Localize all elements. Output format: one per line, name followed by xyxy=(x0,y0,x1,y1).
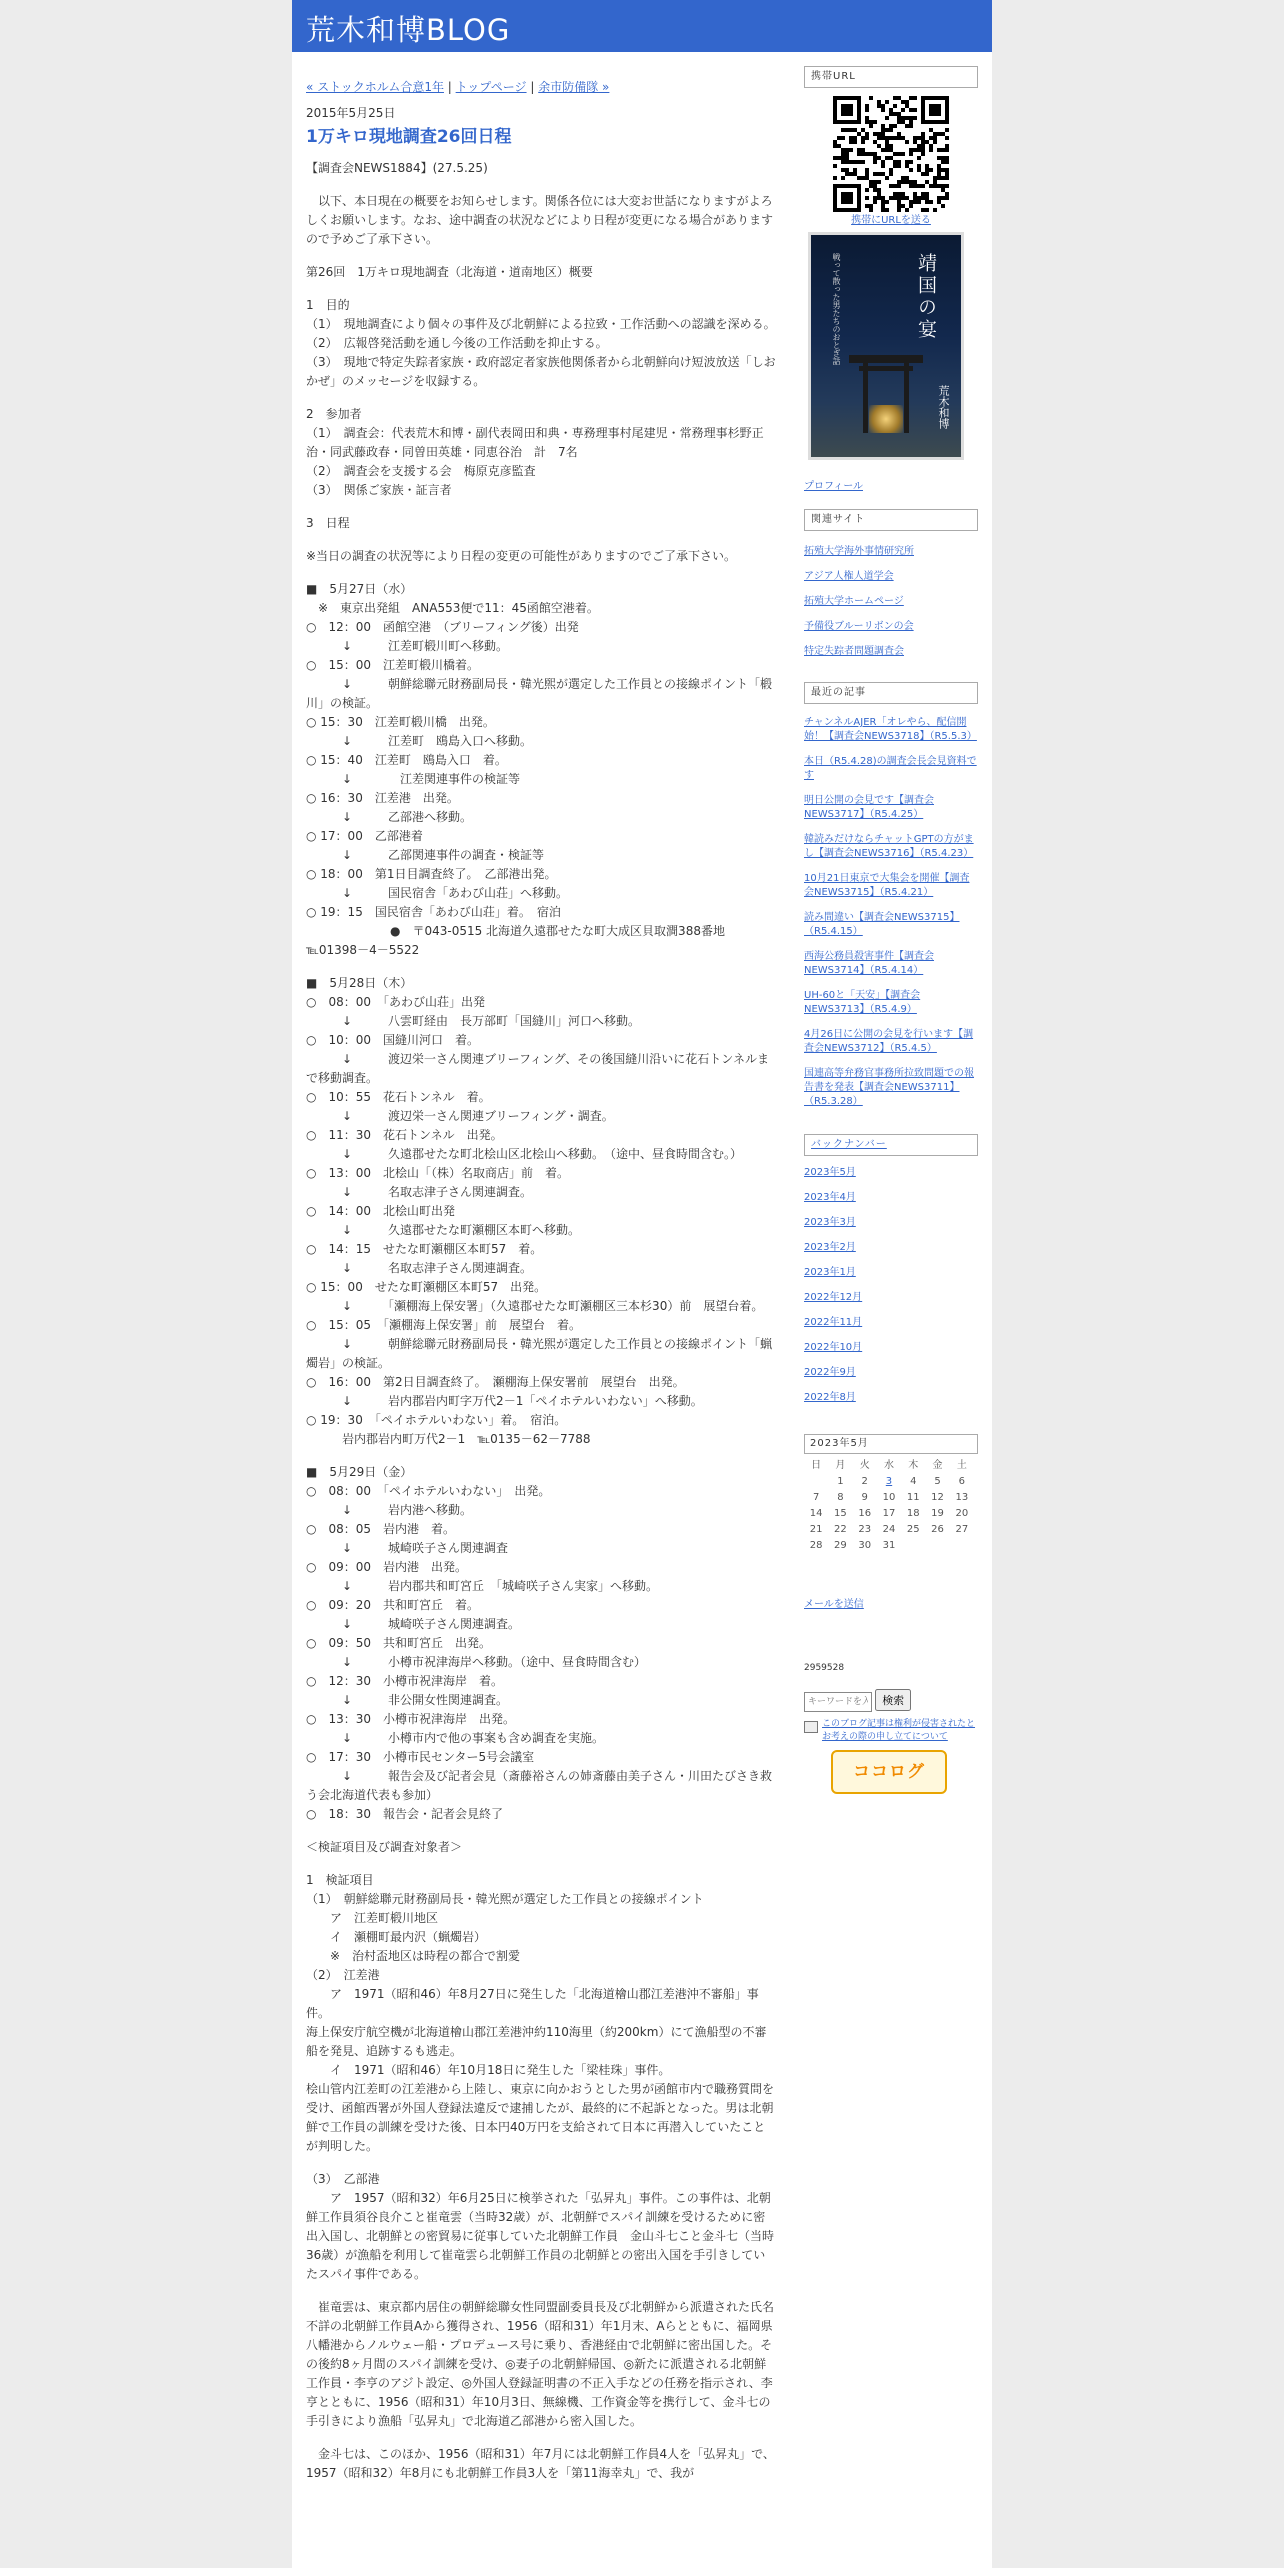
post-paragraph: 3 日程 xyxy=(306,516,350,530)
calendar-day xyxy=(804,1474,828,1490)
nav-separator: | xyxy=(443,80,456,94)
post-paragraph: 1 目的 （1） 現地調査により個々の事件及び北朝鮮による拉致・工作活動への認識を深める。 （2） 広報啓発活動を通し今後の工作活動を抑止する。 （3） 現地で特定失踪者家族・政府認定者家族他関係者から北朝鮮向け短波放送「しおかぜ」のメッセージを収録する。 xyxy=(306,298,776,388)
calendar-day[interactable]: 9 xyxy=(861,1492,868,1503)
calendar-weekday: 日 xyxy=(811,1460,822,1471)
calendar-day[interactable]: 10 xyxy=(882,1492,896,1503)
cocolog-logo[interactable] xyxy=(831,1750,947,1794)
calendar-day[interactable]: 28 xyxy=(809,1540,823,1551)
calendar-day xyxy=(925,1538,949,1554)
related-sites-list xyxy=(804,545,978,659)
calendar-day[interactable]: 14 xyxy=(809,1508,823,1519)
post-paragraph: 崔竜雲は、東京都内居住の朝鮮総聯女性同盟副委員長及び北朝鮮から派遣された氏名不詳の北朝鮮工作員Aから獲得され、1956（昭和31）年1月末、Aらとともに、福岡県八幡港からノルウェー船・プロデュース号に乗り、香港経由で北朝鮮に密出国した。その後約8ヶ月間のスパイ訓練を受け、◎妻子の北朝鮮帰国、◎新たに派遣される北朝鮮工作員・李亨のアジト設定、◎外国人登録証明書の不正入手などの任務を指示され、李亨とともに、1956（昭和31）年10月3日、無線機、工作資金等を携行して、金斗七の手引きにより漁船「弘昇丸」で北海道乙部港から密入国した。 xyxy=(306,2300,775,2428)
post-paragraph: ■ 5月27日（水） ※ 東京出発組 ANA553便で11：45函館空港着。 ○ 12：00 函館空港 （ブリーフィング後）出発 ↓ 江差町椴川町へ移動。 ○ 15：00 江差町椴川橋着。 ↓ 朝鮮総聯元財務副局長・韓光煕が選定した工作員との接線ポイント「椴川」の検証。 ○ 15：30 江差町椴川橋 出発。 ↓ 江差町 鴎島入口へ移動。 ○ 15：40 江差町 鴎島入口 着。 ↓ 江差関連事件の検証等 ○ 16：30 江差港 出発。 ↓ 乙部港へ移動。 ○ 17：00 乙部港着 ↓ 乙部関連事件の調査・検証等 ○ 18：00 第1日目調査終了。 乙部港出発。 ↓ 国民宿舎「あわび山荘」へ移動。 ○ 19：15 国民宿舎「あわび山荘」着。 宿泊 ● 〒043-0515 北海道久遠郡せたな町大成区貝取澗388番地 ℡01398－4－5522 xyxy=(306,582,773,957)
calendar-day[interactable]: 8 xyxy=(837,1492,844,1503)
blog-banner xyxy=(292,0,992,52)
archive-month-link[interactable]: 2022年9月 xyxy=(804,1367,856,1378)
calendar-day[interactable]: 2 xyxy=(861,1476,868,1487)
prev-post-link[interactable]: « ストックホルム合意1年 xyxy=(306,80,444,94)
post-paragraph: ■ 5月28日（木） ○ 08：00 「あわび山荘」出発 ↓ 八雲町経由 長万部町「国縫川」河口へ移動。 ○ 10：00 国縫川河口 着。 ↓ 渡辺栄一さん関連ブリーフィング、その後国縫川沿いに花石トンネルまで移動調査。 ○ 10：55 花石トンネル 着。 ↓ 渡辺栄一さん関連ブリーフィング・調査。 ○ 11：30 花石トンネル 出発。 ↓ 久遠郡せたな町北桧山区北桧山へ移動。 （途中、昼食時間含む。） ○ 13：00 北桧山「（株）名取商店」前 着。 ↓ 名取志津子さん関連調査。 ○ 14：00 北桧山町出発 ↓ 久遠郡せたな町瀬棚区本町へ移動。 ○ 14：15 せたな町瀬棚区本町57 着。 ↓ 名取志津子さん関連調査。 ○ 15：00 せたな町瀬棚区本町57 出発。 ↓ 「瀬棚海上保安署」（久遠郡せたな町瀬棚区三本杉30）前 展望台着。 ○ 15：05 「瀬棚海上保安署」前 展望台 着。 ↓ 朝鮮総聯元財務副局長・韓光煕が選定した工作員との接線ポイント「蝋燭岩」の検証。 ○ 16：00 第2日目調査終了。 瀬棚海上保安署前 展望台 出発。 ↓ 岩内郡岩内町字万代2－1「ペイホテルいわない」へ移動。 ○ 19：30 「ペイホテルいわない」着。 宿泊。 岩内郡岩内町万代2－1 ℡0135－62－7788 xyxy=(306,976,773,1446)
calendar-day[interactable]: 20 xyxy=(955,1508,969,1519)
calendar-day[interactable]: 6 xyxy=(958,1476,966,1487)
archive-month-link[interactable]: 2023年1月 xyxy=(804,1267,856,1278)
next-post-link[interactable]: 余市防備隊 » xyxy=(538,80,610,94)
book-title: 靖国の宴 xyxy=(915,253,937,341)
archive-month-link[interactable]: 2022年8月 xyxy=(804,1392,856,1403)
post-paragraph: 第26回 1万キロ現地調査（北海道・道南地区）概要 xyxy=(306,265,593,279)
torii-shape xyxy=(904,363,909,433)
calendar-day[interactable]: 26 xyxy=(931,1524,944,1535)
calendar-day[interactable]: 18 xyxy=(906,1508,920,1519)
related-site-link[interactable]: 特定失踪者問題調査会 xyxy=(804,646,904,657)
backnumber-heading[interactable] xyxy=(804,1134,978,1156)
recent-post-link[interactable]: 国連高等弁務官事務所拉致問題での報告書を発表【調査会NEWS3711】（R5.3.28） xyxy=(804,1068,974,1107)
archive-month-link[interactable]: 2022年12月 xyxy=(804,1292,863,1303)
post-body xyxy=(306,159,776,2483)
related-sites-heading: 関連サイト xyxy=(804,509,978,531)
calendar-day[interactable]: 21 xyxy=(809,1524,823,1535)
post-paragraph: 金斗七は、このほか、1956（昭和31）年7月には北朝鮮工作員4人を「弘昇丸」で、1957（昭和32）年8月にも北朝鮮工作員3人を「第11海幸丸」で、我が xyxy=(306,2447,775,2480)
calendar-day[interactable]: 23 xyxy=(858,1524,872,1535)
calendar-day[interactable]: 15 xyxy=(834,1508,847,1519)
calendar-day[interactable]: 30 xyxy=(858,1540,872,1551)
calendar-weekday: 土 xyxy=(956,1460,967,1471)
search-form xyxy=(804,1689,978,1712)
archive-list xyxy=(804,1166,978,1405)
recent-post-link[interactable]: チャンネルAJER「オレやら、配信開始！【調査会NEWS3718】（R5.5.3） xyxy=(804,717,977,742)
blog-title[interactable]: 荒木和博BLOG xyxy=(306,13,511,47)
calendar-day[interactable]: 7 xyxy=(812,1492,820,1503)
search-button[interactable]: 検索 xyxy=(875,1689,911,1711)
qr-code-icon xyxy=(833,96,949,212)
post-date: 2015年5月25日 xyxy=(306,106,396,120)
recent-post-link[interactable]: 西海公務員殺害事件【調査会NEWS3714】（R5.4.14） xyxy=(804,951,934,976)
post-navigation xyxy=(306,78,776,97)
book-subtitle: 戦って散った男たちのおとぎ話 xyxy=(832,253,841,365)
calendar-day[interactable]: 12 xyxy=(931,1492,944,1503)
rights-report-link[interactable]: このブログ記事は権利が侵害されたとお考えの際の申し立てについて xyxy=(822,1719,976,1742)
post-paragraph: 【調査会NEWS1884】(27.5.25) xyxy=(306,161,488,175)
archive-month-link[interactable]: 2023年3月 xyxy=(804,1217,856,1228)
related-site-link[interactable]: アジア人権人道学会 xyxy=(804,571,894,582)
calendar-day xyxy=(950,1538,974,1554)
archive-month-link[interactable]: 2022年11月 xyxy=(804,1317,863,1328)
post-paragraph: 1 検証項目 （1） 朝鮮総聯元財務副局長・韓光煕が選定した工作員との接線ポイント ア 江差町椴川地区 イ 瀬棚町最内沢（蝋燭岩） ※ 治村盃地区は時程の都合で割愛 （2） 江差港 ア 1971（昭和46）年8月27日に発生した「北海道檜山郡江差港沖不審船」事件。 海上保安庁航空機が北海道檜山郡江差港沖約110海里（約200km）にて漁船型の不審船を発見、追跡するも逃走。 イ 1971（昭和46）年10月18日に発生した「梁桂珠」事件。 桧山管内江差町の江差港から上陸し、東京に向かおうとした男が函館市内で職務質問を受け、函館西署が外国人登録法違反で逮捕したが、最終的に不起訴となった。男は北朝鮮で工作員の訓練を受けた後、日本円40万円を支給されて日本に再潜入していたことが判明した。 xyxy=(306,1873,775,2153)
search-input[interactable] xyxy=(804,1692,872,1712)
recent-post-link[interactable]: 10月21日東京で大集会を開催【調査会NEWS3715】（R5.4.21） xyxy=(804,873,970,898)
recent-post-link[interactable]: UH-60と「天安」【調査会NEWS3713】（R5.4.9） xyxy=(804,990,921,1015)
backnumber-link[interactable]: バックナンバー xyxy=(811,1139,887,1150)
calendar-weekday: 水 xyxy=(883,1460,894,1471)
post-paragraph: ■ 5月29日（金） ○ 08：00 「ペイホテルいわない」 出発。 ↓ 岩内港へ移動。 ○ 08：05 岩内港 着。 ↓ 城崎咲子さん関連調査 ○ 09：00 岩内港 出発。 ↓ 岩内郡共和町宮丘 「城崎咲子さん実家」へ移動。 ○ 09：20 共和町宮丘 着。 ↓ 城崎咲子さん関連調査。 ○ 09：50 共和町宮丘 出発。 ↓ 小樽市祝津海岸へ移動。（途中、昼食時間含む） ○ 12：30 小樽市祝津海岸 着。 ↓ 非公開女性関連調査。 ○ 13：30 小樽市祝津海岸 出発。 ↓ 小樽市内で他の事案も含め調査を実施。 ○ 17：30 小樽市民センター5号会議室 ↓ 報告会及び記者会見（斎藤裕さんの姉斎藤由美子さん・川田たびさき救う会北海道代表も参加） ○ 18：30 報告会・記者会見終了 xyxy=(306,1465,773,1821)
post-paragraph: ＜検証項目及び調査対象者＞ xyxy=(306,1840,463,1854)
related-site-link[interactable]: 予備役ブルーリボンの会 xyxy=(804,621,914,632)
post-title[interactable]: 1万キロ現地調査26回日程 xyxy=(306,127,512,147)
post-paragraph: 以下、本日現在の概要をお知らせします。関係各位には大変お世話になりますがよろしくお願いします。なお、途中調査の状況などにより日程が変更になる場合がありますので予めご了承下さい。 xyxy=(306,194,774,246)
calendar-table xyxy=(804,1458,974,1554)
calendar-day xyxy=(901,1538,925,1554)
calendar-day[interactable]: 22 xyxy=(834,1524,847,1535)
profile-link[interactable]: プロフィール xyxy=(804,481,863,492)
archive-month-link[interactable]: 2023年2月 xyxy=(804,1242,856,1253)
archive-month-link[interactable]: 2022年10月 xyxy=(804,1342,863,1353)
calendar-heading: 2023年5月 xyxy=(804,1434,978,1454)
calendar-day[interactable]: 5 xyxy=(934,1476,941,1487)
send-url-to-mobile-link[interactable]: 携帯にURLを送る xyxy=(851,215,931,226)
calendar-day[interactable]: 24 xyxy=(882,1524,896,1535)
recent-post-link[interactable]: 4月26日に公開の会見を行います【調査会NEWS3712】（R5.4.5） xyxy=(804,1029,974,1054)
send-mail-link[interactable]: メールを送信 xyxy=(804,1599,864,1610)
main-column xyxy=(306,78,776,2497)
recent-posts-heading: 最近の記事 xyxy=(804,682,978,704)
calendar-day[interactable]: 16 xyxy=(858,1508,872,1519)
related-site-link[interactable]: 拓殖大学ホームページ xyxy=(804,596,904,607)
archive-month-link[interactable]: 2023年5月 xyxy=(804,1167,856,1178)
book-cover-image[interactable] xyxy=(808,232,964,460)
calendar-day[interactable]: 29 xyxy=(834,1540,847,1551)
calendar-day[interactable]: 13 xyxy=(955,1492,969,1503)
post-paragraph: （3） 乙部港 ア 1957（昭和32）年6月25日に検挙された「弘昇丸」事件。この事件は、北朝鮮工作員須谷良介こと崔竜雲（当時32歳）が、北朝鮮でスパイ訓練を受けるために密出入国し、北朝鮮との密貿易に従事していた北朝鮮工作員 金山斗七こと金斗七（当時36歳）が漁船を利用して崔竜雲ら北朝鮮工作員の北朝鮮との密出入国を手引きしていたスパイ事件である。 xyxy=(306,2172,775,2281)
post-paragraph: ※当日の調査の状況等により日程の変更の可能性がありますのでご了承下さい。 xyxy=(306,549,737,563)
mobile-url-heading: 携帯URL xyxy=(804,66,978,88)
book-author: 荒木和博 xyxy=(937,385,950,429)
calendar-weekday: 火 xyxy=(859,1460,870,1471)
sidebar xyxy=(804,66,978,1794)
torii-shape xyxy=(863,363,868,433)
cocolog-logo-text: ココログ xyxy=(853,1762,925,1782)
calendar-weekday: 金 xyxy=(932,1460,943,1471)
related-site-link[interactable]: 拓殖大学海外事情研究所 xyxy=(804,546,914,557)
calendar-day[interactable]: 25 xyxy=(906,1524,920,1535)
report-icon xyxy=(804,1721,818,1733)
post-paragraph: 2 参加者 （1） 調査会：代表荒木和博・副代表岡田和典・専務理事村尾建児・常務理事杉野正治・同武藤政春・同曽田英雄・同恵谷治 計 7名 （2） 調査会を支援する会 梅原克彦監査 （3） 関係ご家族・証言者 xyxy=(306,407,764,497)
calendar-day[interactable]: 31 xyxy=(882,1540,896,1551)
calendar-day[interactable]: 11 xyxy=(906,1492,920,1503)
recent-posts-list xyxy=(804,716,978,1109)
access-counter: 2959528 xyxy=(804,1663,845,1673)
gate-light xyxy=(869,405,903,433)
recent-post-link[interactable]: 明日公開の会見です【調査会NEWS3717】（R5.4.25） xyxy=(804,795,934,820)
calendar-weekday: 木 xyxy=(908,1460,919,1471)
archive-month-link[interactable]: 2023年4月 xyxy=(804,1192,856,1203)
recent-post-link[interactable]: 韓読みだけならチャットGPTの方がまし【調査会NEWS3716】（R5.4.23） xyxy=(804,834,974,859)
calendar-day[interactable]: 1 xyxy=(837,1476,844,1487)
calendar-day[interactable]: 4 xyxy=(910,1476,917,1487)
torii-shape xyxy=(849,355,923,363)
top-page-link[interactable]: トップページ xyxy=(455,80,527,94)
calendar-day[interactable]: 17 xyxy=(882,1508,896,1519)
page-wrapper xyxy=(292,0,992,2568)
recent-post-link[interactable]: 本日（R5.4.28)の調査会長会見資料です xyxy=(804,756,977,781)
calendar-day[interactable]: 27 xyxy=(955,1524,969,1535)
calendar-day[interactable]: 3 xyxy=(885,1476,893,1487)
nav-separator: | xyxy=(526,80,539,94)
calendar-day[interactable]: 19 xyxy=(931,1508,944,1519)
recent-post-link[interactable]: 読み間違い【調査会NEWS3715】（R5.4.15） xyxy=(804,912,960,937)
calendar-weekday: 月 xyxy=(835,1460,846,1471)
